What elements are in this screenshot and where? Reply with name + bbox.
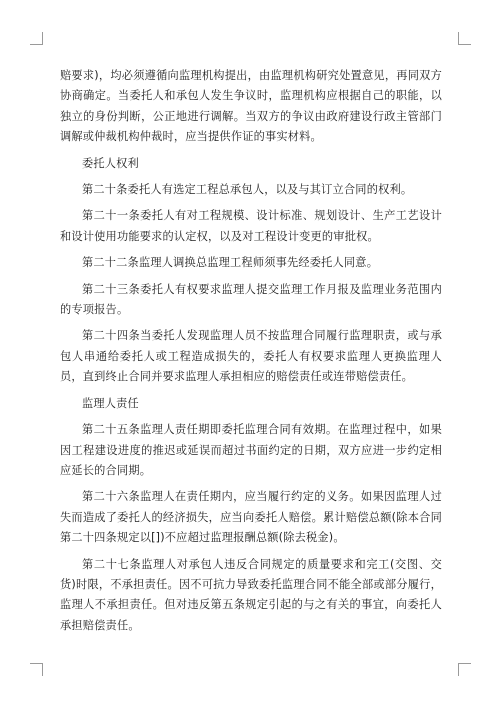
clause-27: 第二十七条监理人对承包人违反合同规定的质量要求和完工(交图、交货)时限，不承担责任。因不可抗力导致委托监理合同不能全部或部分履行，监理人不承担责任。但对违反第五条规定引起的与之有关的事宜，向委托人承担赔偿责任。 [60, 557, 442, 632]
paragraph: 赔要求)，均必须遵循向监理机构提出，由监理机构研究处置意见，再同双方协商确定。当委托人和承包人发生争议时，监理机构应根据自己的职能，以独立的身份判断，公正地进行调解。当双方的争议由政府建设行政主管部门调解或仲裁机构仲裁时，应当提供作证的事实材料。 [60, 69, 442, 144]
clause-24: 第二十四条当委托人发现监理人员不按监理合同履行监理职责，或与承包人串通给委托人或工程造成损失的，委托人有权要求监理人更换监理人员，直到终止合同并要求监理人承担相应的赔偿责任或连带赔偿责任。 [60, 329, 442, 384]
crop-mark-top-right [458, 32, 471, 45]
clause-25: 第二十五条监理人责任期即委托监理合同有效期。在监理过程中，如果因工程建设进度的推迟或延误而超过书面约定的日期，双方应进一步约定相应延长的合同期。 [60, 423, 442, 477]
section-heading-client-rights: 委托人权利 [82, 156, 139, 170]
section-heading-supervisor-liability: 监理人责任 [82, 396, 139, 410]
clause-21: 第二十一条委托人有对工程规模、设计标准、规划设计、生产工艺设计和设计使用功能要求的认定权，以及对工程设计变更的审批权。 [60, 209, 442, 243]
clause-22: 第二十二条监理人调换总监理工程师须事先经委托人同意。 [82, 256, 379, 270]
clause-26: 第二十六条监理人在责任期内，应当履行约定的义务。如果因监理人过失而造成了委托人的经济损失，应当向委托人赔偿。累计赔偿总额(除本合同第二十四条规定以[])不应超过监理报酬总额(除去税金)。 [60, 490, 442, 545]
clause-23: 第二十三条委托人有权要求监理人提交监理工作月报及监理业务范围内的专项报告。 [60, 282, 442, 317]
crop-mark-bottom-right [458, 663, 471, 676]
clause-20: 第二十条委托人有选定工程总承包人，以及与其订立合同的权利。 [82, 183, 413, 197]
crop-mark-top-left [30, 32, 43, 45]
crop-mark-bottom-left [30, 663, 43, 676]
document-body [60, 66, 442, 642]
